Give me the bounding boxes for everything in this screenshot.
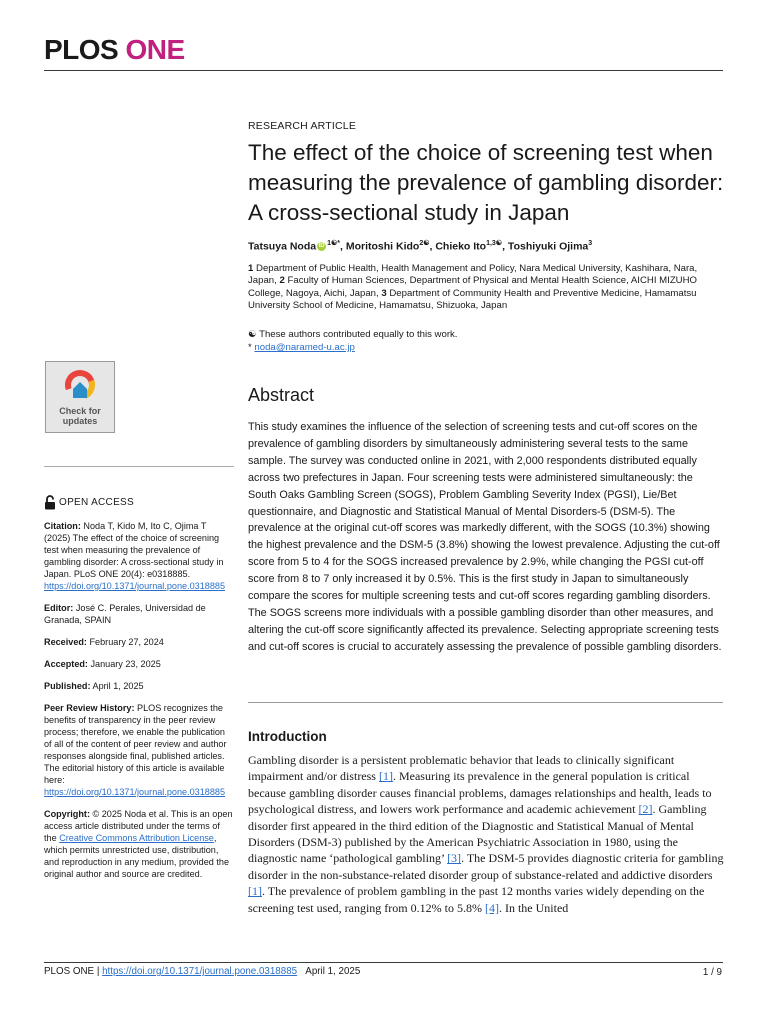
author-notes: [248, 328, 726, 354]
page-footer: [44, 966, 360, 977]
reference-link[interactable]: [1]: [378, 769, 393, 784]
reference-link[interactable]: [3]: [447, 851, 462, 866]
abstract-text: This study examines the influence of the selection of screening tests and cut-off scores on the prevalence of gambling disorders by simultaneously administering several tests to the same sample. The survey was conducted online in 2021, with 2,000 respondents distributed equally across two prefectures in Japan. Four screening tests were administered simultaneously: the South Oaks Gambling Screen (SOGS), Problem Gambling Severity Index (PGSI), Lie/Bet questionnaire, and Diagnostic and Statistical Manual of Mental Disorders-5 (DSM-5). The prevalence at the original cut-off scores was markedly different, with the SOGS (10.3%) showing the highest prevalence and the DSM-5 (3.8%) showing the lowest prevalence. Adjusting the cut-off score from 5 to 4 for the SOGS increased prevalence by 2.9%, while changing the PGSI cut-off score from 8 to 7 only increased it by 0.5%. This is the first study in Japan to simultaneously compare the scores for multiple screening tests and cut-off scores regarding gambling disorders. The SOGS screens more individuals with a possible gambling disorder than other measures, and altering the cut-off score significantly affected its prevalence. Selecting appropriate screening tests and cut-off scores is crucial to accurately assessing the prevalence of possible gambling disorders.: [248, 421, 722, 653]
open-access-label: OPEN ACCESS: [59, 497, 134, 508]
reference-link[interactable]: [4]: [484, 900, 499, 915]
affiliation-number: 1: [248, 263, 254, 274]
check-for-updates-icon: [64, 369, 96, 401]
received-label: Received:: [44, 637, 87, 647]
affiliation-number: 2: [279, 275, 285, 287]
open-lock-icon: [44, 495, 56, 510]
author-name[interactable]: , Toshiyuki Ojima: [502, 240, 589, 253]
editor-text: José C. Perales, Universidad de Granada, SPAIN: [44, 603, 206, 625]
article-title: The effect of the choice of screening test when measuring the prevalence of gambling disorder: A cross-sectional study in Japan: [248, 140, 724, 225]
email-link[interactable]: noda@naramed-u.ac.jp: [254, 342, 355, 353]
equal-contribution-note: ☯ These authors contributed equally to this work.: [248, 329, 458, 340]
copyright-text-end: , which permits unrestricted use, distribution, and reproduction in any medium, provided the original author and source are credited.: [44, 833, 230, 879]
citation-doi-link[interactable]: https://doi.org/10.1371/journal.pone.0318885: [44, 581, 226, 591]
peer-review-label: Peer Review History:: [44, 703, 135, 713]
affiliations: [248, 263, 726, 312]
abstract-heading: Abstract: [248, 385, 315, 405]
logo-plos-text: PLOS: [44, 34, 119, 65]
footer-journal: PLOS ONE: [44, 966, 95, 977]
published-date: April 1, 2025: [92, 681, 144, 691]
citation-label: Citation:: [44, 521, 81, 531]
footer-divider: [44, 962, 723, 963]
orcid-icon[interactable]: iD: [318, 243, 325, 250]
footer-separator: |: [94, 966, 103, 977]
introduction-heading: Introduction: [248, 729, 327, 744]
editor-block: [44, 602, 234, 626]
open-access-badge: [44, 495, 134, 510]
intro-text: Gambling disorder is a persistent problematic behavior that leads to clinically significant impairment and/or distress: [248, 753, 675, 784]
copyright-label: Copyright:: [44, 809, 90, 819]
reference-link[interactable]: [1]: [248, 884, 262, 899]
author-sup: 3: [588, 240, 593, 247]
citation-block: [44, 520, 234, 592]
received-block: [44, 636, 234, 648]
corresponding-email-line: [248, 341, 726, 354]
affiliation-text: Department of Public Health, Health Management and Policy, Nara Medical University, Kashihara, Nara, Japan,: [248, 263, 698, 287]
intro-text: . The DSM-5 provides diagnostic criteria for gambling disorder in the non-substance-related disorder group of substance-related and addictive disorders: [248, 851, 724, 882]
license-link[interactable]: Creative Commons Attribution License: [59, 833, 214, 843]
intro-text: . Gambling disorder first appeared in the third edition of the Diagnostic and Statistical Manual of Mental Disorders (DSM-3) published by the American Psychiatric Association in 1980, using the diagnostic name ‘pathological gambling’: [248, 802, 707, 866]
footer-doi-link[interactable]: https://doi.org/10.1371/journal.pone.0318885: [102, 966, 298, 977]
logo-one-text: ONE: [125, 34, 185, 65]
sidebar-divider: [44, 466, 234, 467]
check-for-updates-badge[interactable]: [45, 361, 115, 433]
peer-review-text: PLOS recognizes the benefits of transparency in the peer review process; therefore, we enable the publication of all of the content of peer review and author responses alongside final, published articles. The editorial history of this article is available here:: [44, 703, 227, 785]
peer-review-block: [44, 702, 234, 798]
abstract-divider: [248, 702, 723, 703]
published-block: [44, 680, 234, 692]
accepted-block: [44, 658, 234, 670]
affiliation-number: 3: [381, 287, 387, 299]
header-divider: [44, 70, 723, 71]
reference-link[interactable]: [2]: [638, 802, 653, 817]
article-metadata: [44, 520, 234, 890]
author-sup: 1☯*: [327, 240, 340, 247]
author-name[interactable]: Tatsuya Noda: [248, 240, 317, 253]
article-type: RESEARCH ARTICLE: [248, 120, 357, 132]
copyright-text: © 2025 Noda et al. This is an open access article distributed under the terms of the: [44, 809, 233, 843]
accepted-label: Accepted:: [44, 659, 88, 669]
published-label: Published:: [44, 681, 91, 691]
intro-text: . The prevalence of problem gambling in the past 12 months varies widely depending on the screening test used, ranging from 0.12% to 5.8%: [248, 884, 705, 915]
footer-date: April 1, 2025: [305, 966, 361, 977]
author-sup: 1,3☯: [486, 240, 503, 247]
check-for-updates-label: Check for updates: [59, 406, 101, 426]
affiliation-text: Department of Community Health and Preventive Medicine, Hamamatsu University School of Medicine, Hamamatsu, Shizuoka, Japan: [248, 287, 697, 311]
author-name[interactable]: , Chieko Ito: [429, 240, 487, 253]
plos-one-logo[interactable]: [44, 36, 185, 64]
editor-label: Editor:: [44, 603, 74, 613]
page-number: 1 / 9: [702, 967, 722, 978]
intro-text: . Measuring its prevalence in the general population is critical because gambling disorder causes financial problems, damages relationships and health, leads to psychological distress, and lowers work performance and academic achievement: [248, 769, 712, 817]
email-prefix: *: [248, 342, 255, 353]
intro-text: . In the United: [498, 900, 569, 915]
author-name[interactable]: , Moritoshi Kido: [339, 240, 420, 253]
citation-text: Noda T, Kido M, Ito C, Ojima T (2025) The effect of the choice of screening test when measuring the prevalence of gambling disorder: A cross-sectional study in Japan. PLoS ONE 20(4): e0318885.: [44, 521, 224, 579]
introduction-text: [248, 752, 724, 916]
affiliation-text: Faculty of Human Sciences, Department of Physical and Mental Health Science, AICHI MIZUHO College, Nagoya, Aichi, Japan,: [248, 275, 698, 299]
peer-review-link[interactable]: https://doi.org/10.1371/journal.pone.0318885: [44, 787, 226, 797]
author-list: [248, 239, 728, 253]
accepted-date: January 23, 2025: [90, 659, 161, 669]
copyright-block: [44, 808, 234, 880]
received-date: February 27, 2024: [89, 637, 164, 647]
author-sup: 2☯: [419, 240, 430, 247]
